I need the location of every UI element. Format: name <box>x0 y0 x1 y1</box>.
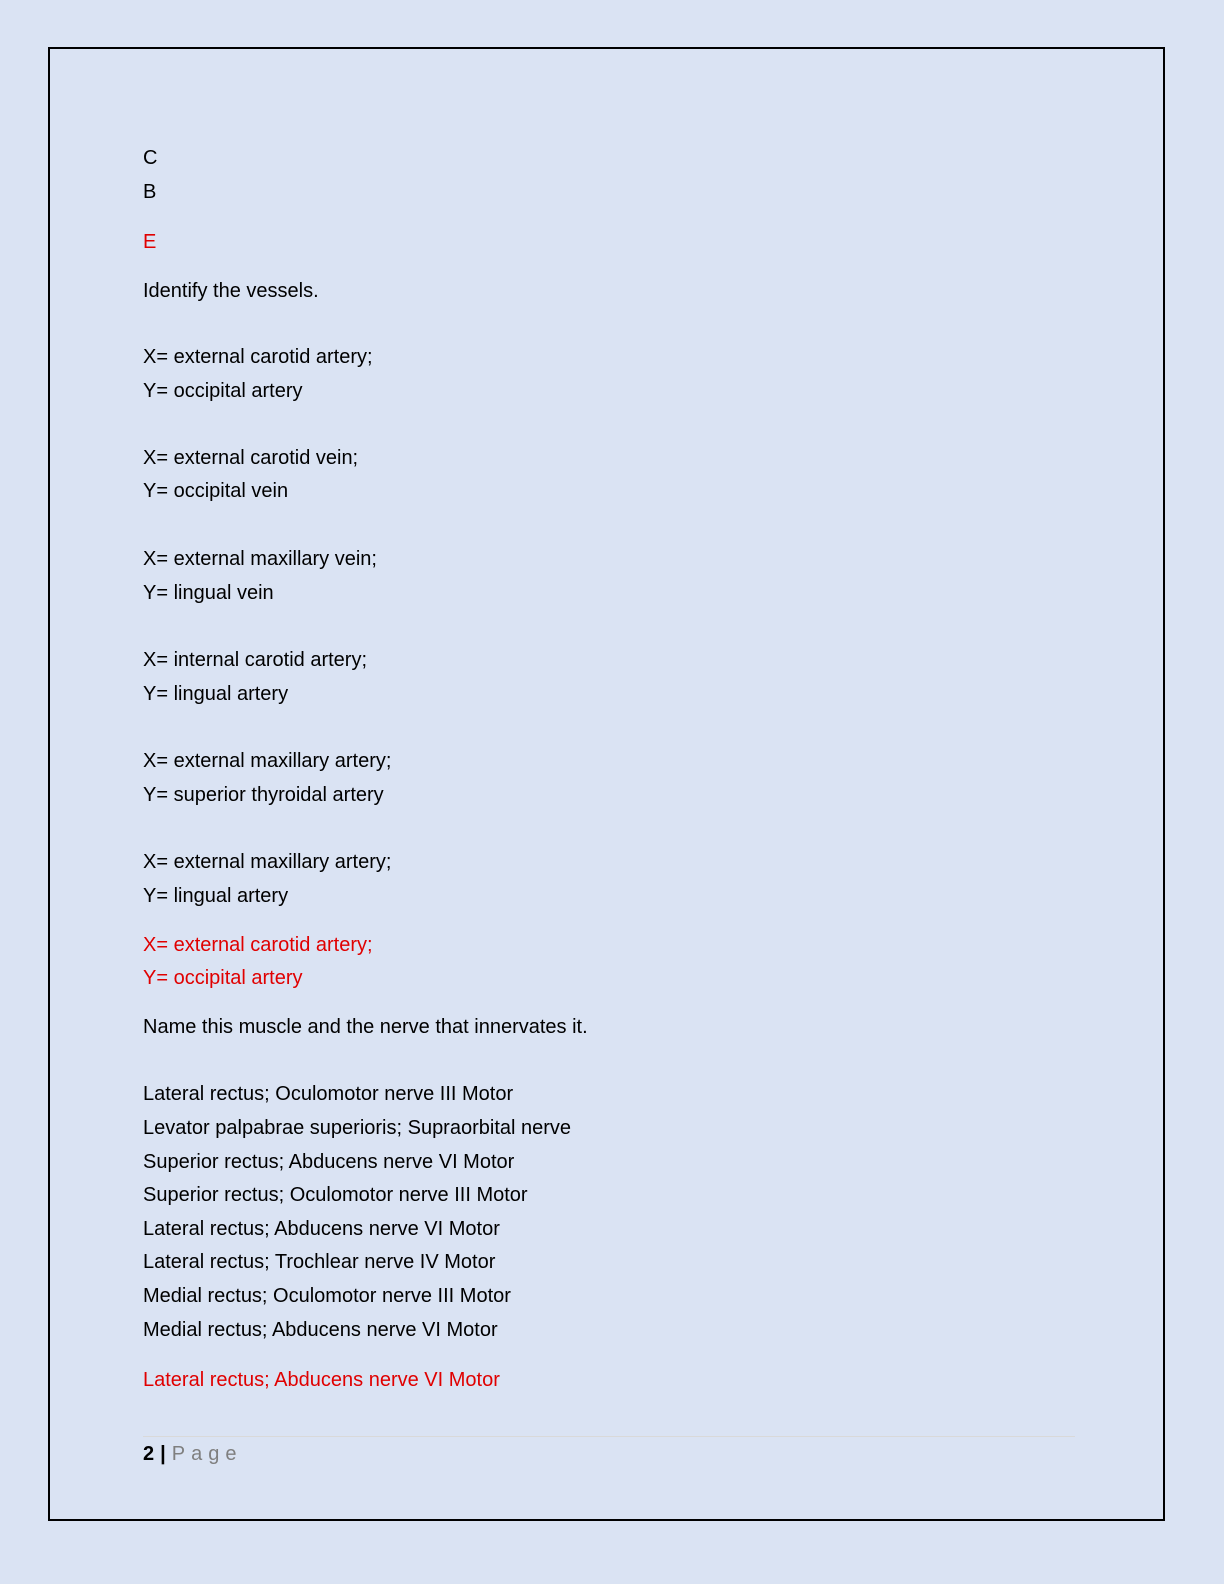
q2-option-2-x: X= external carotid vein; <box>143 447 359 469</box>
q1-option-b: B <box>143 181 157 203</box>
q2-question: Identify the vessels. <box>143 280 319 302</box>
q3-option-4: Superior rectus; Oculomotor nerve III Motor <box>143 1184 528 1206</box>
footer-separator: | <box>160 1443 166 1465</box>
page-footer <box>143 1438 242 1470</box>
q2-option-5-y: Y= superior thyroidal artery <box>143 784 384 806</box>
q3-option-6: Lateral rectus; Trochlear nerve IV Motor <box>143 1251 496 1273</box>
q2-option-4-y: Y= lingual artery <box>143 683 289 705</box>
page-label: Page <box>171 1443 243 1465</box>
q3-option-8: Medial rectus; Abducens nerve VI Motor <box>143 1319 498 1341</box>
q2-option-6-x: X= external maxillary artery; <box>143 851 392 873</box>
q3-question: Name this muscle and the nerve that innervates it. <box>143 1016 588 1038</box>
q3-answer: Lateral rectus; Abducens nerve VI Motor <box>143 1369 500 1391</box>
q2-answer-y: Y= occipital artery <box>143 967 303 989</box>
q2-option-3-y: Y= lingual vein <box>143 582 274 604</box>
q3-option-7: Medial rectus; Oculomotor nerve III Motor <box>143 1285 511 1307</box>
q3-option-2: Levator palpabrae superioris; Supraorbital nerve <box>143 1117 572 1139</box>
q2-option-4-x: X= internal carotid artery; <box>143 649 367 671</box>
q2-option-6-y: Y= lingual artery <box>143 885 289 907</box>
q2-option-5-x: X= external maxillary artery; <box>143 750 392 772</box>
q1-option-c: C <box>143 147 158 169</box>
q2-option-1-y: Y= occipital artery <box>143 380 303 402</box>
q1-answer: E <box>143 231 157 253</box>
q3-option-3: Superior rectus; Abducens nerve VI Motor <box>143 1151 515 1173</box>
q3-option-1: Lateral rectus; Oculomotor nerve III Motor <box>143 1083 514 1105</box>
q2-answer-x: X= external carotid artery; <box>143 934 373 956</box>
page-number: 2 <box>143 1443 155 1465</box>
q2-option-2-y: Y= occipital vein <box>143 480 289 502</box>
q2-option-1-x: X= external carotid artery; <box>143 346 373 368</box>
q2-option-3-x: X= external maxillary vein; <box>143 548 377 570</box>
footer-divider <box>143 1436 1075 1437</box>
q3-option-5: Lateral rectus; Abducens nerve VI Motor <box>143 1218 500 1240</box>
